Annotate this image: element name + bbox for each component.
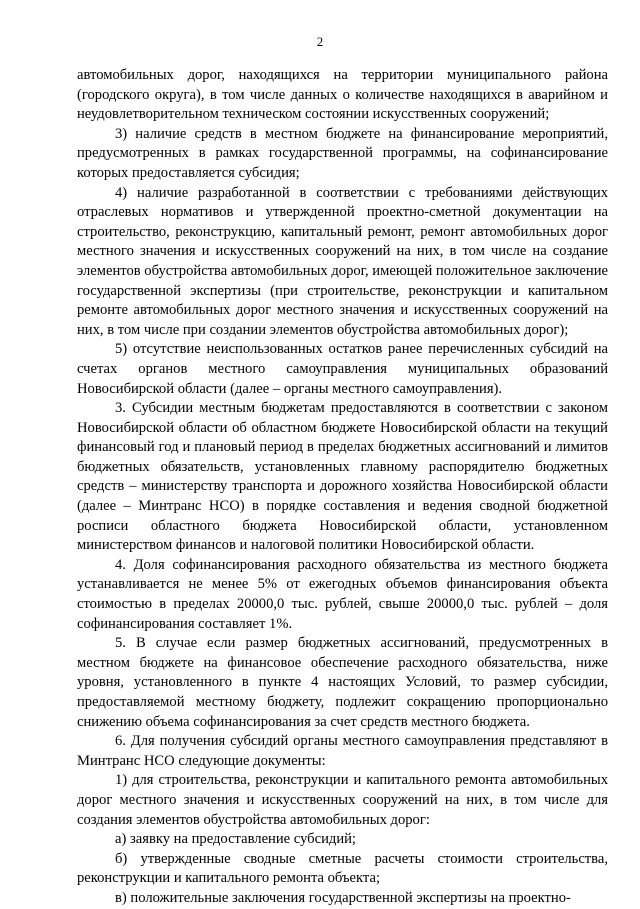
page-number: 2	[316, 34, 324, 49]
paragraph-subitem-a: а) заявку на предоставление субсидий;	[115, 831, 356, 848]
paragraph-section-5: 5. В случае если размер бюджетных ассигнований, предусмотренных в местном бюджете на финансовое обеспечение расходного обязательства, ниже уровня, установленного в пункте 4 настоящих Условий, то размер субсидии, предоставляемой местному бюджету, подлежит сокращению пропорционально снижению объема софинансирования за счет средств местного бюджета.	[77, 635, 608, 730]
paragraph-subitem-b: б) утвержденные сводные сметные расчеты стоимости строительства, реконструкции и капитального ремонта объекта;	[77, 850, 608, 887]
paragraph-section-3: 3. Субсидии местным бюджетам предоставляются в соответствии с законом Новосибирской области об областном бюджете Новосибирской области на текущий финансовый год и плановый период в пределах бюджетных ассигнований и лимитов бюджетных обязательств, установленных главному распорядителю бюджетных средств – министерству транспорта и дорожного хозяйства Новосибирской области (далее – Минтранс НСО) в порядке составления и ведения сводной бюджетной росписи областного бюджета Новосибирской области, установленном министерством финансов и налоговой политики Новосибирской области.	[77, 400, 608, 554]
paragraph-item-5: 5) отсутствие неиспользованных остатков ранее перечисленных субсидий на счетах органов местного самоуправления муниципальных образований Новосибирской области (далее – органы местного самоуправления).	[77, 341, 608, 397]
document-body	[77, 66, 608, 909]
paragraph-item-4: 4) наличие разработанной в соответствии с требованиями действующих отраслевых нормативов и утвержденной проектно-сметной документации на строительство, реконструкцию, капитальный ремонт, ремонт автомобильных дорог местного значения и искусственных сооружений на них, в том числе на создание элементов обустройства автомобильных дорог, имеющей положительное заключение государственной экспертизы (при строительстве, реконструкции и капитальном ремонте автомобильных дорог местного значения и искусственных сооружений на них, в том числе при создании элементов обустройства автомобильных дорог);	[77, 184, 609, 338]
paragraph-subitem-1: 1) для строительства, реконструкции и капитального ремонта автомобильных дорог местного значения и искусственных сооружений на них, в том числе для создания элементов обустройства автомобильных дорог:	[77, 772, 608, 828]
paragraph-section-4: 4. Доля софинансирования расходного обязательства из местного бюджета устанавливается не менее 5% от ежегодных объемов финансирования объекта стоимостью в пределах 20000,0 тыс. рублей, свыше 20000,0 тыс. рублей – доля софинансирования составляет 1%.	[77, 556, 608, 632]
paragraph-section-6: 6. Для получения субсидий органы местного самоуправления представляют в Минтранс НСО следующие документы:	[77, 733, 608, 769]
paragraph-item-3: 3) наличие средств в местном бюджете на финансирование мероприятий, предусмотренных в рамках государственной программы, на софинансирование которых предоставляется субсидия;	[77, 125, 608, 181]
paragraph-subitem-v: в) положительные заключения государственной экспертизы на проектно-	[115, 889, 571, 906]
paragraph-continuation: автомобильных дорог, находящихся на территории муниципального района (городского округа), в том числе данных о количестве находящихся в аварийном и неудовлетворительном техническом состоянии искусственных сооружений;	[77, 67, 608, 123]
